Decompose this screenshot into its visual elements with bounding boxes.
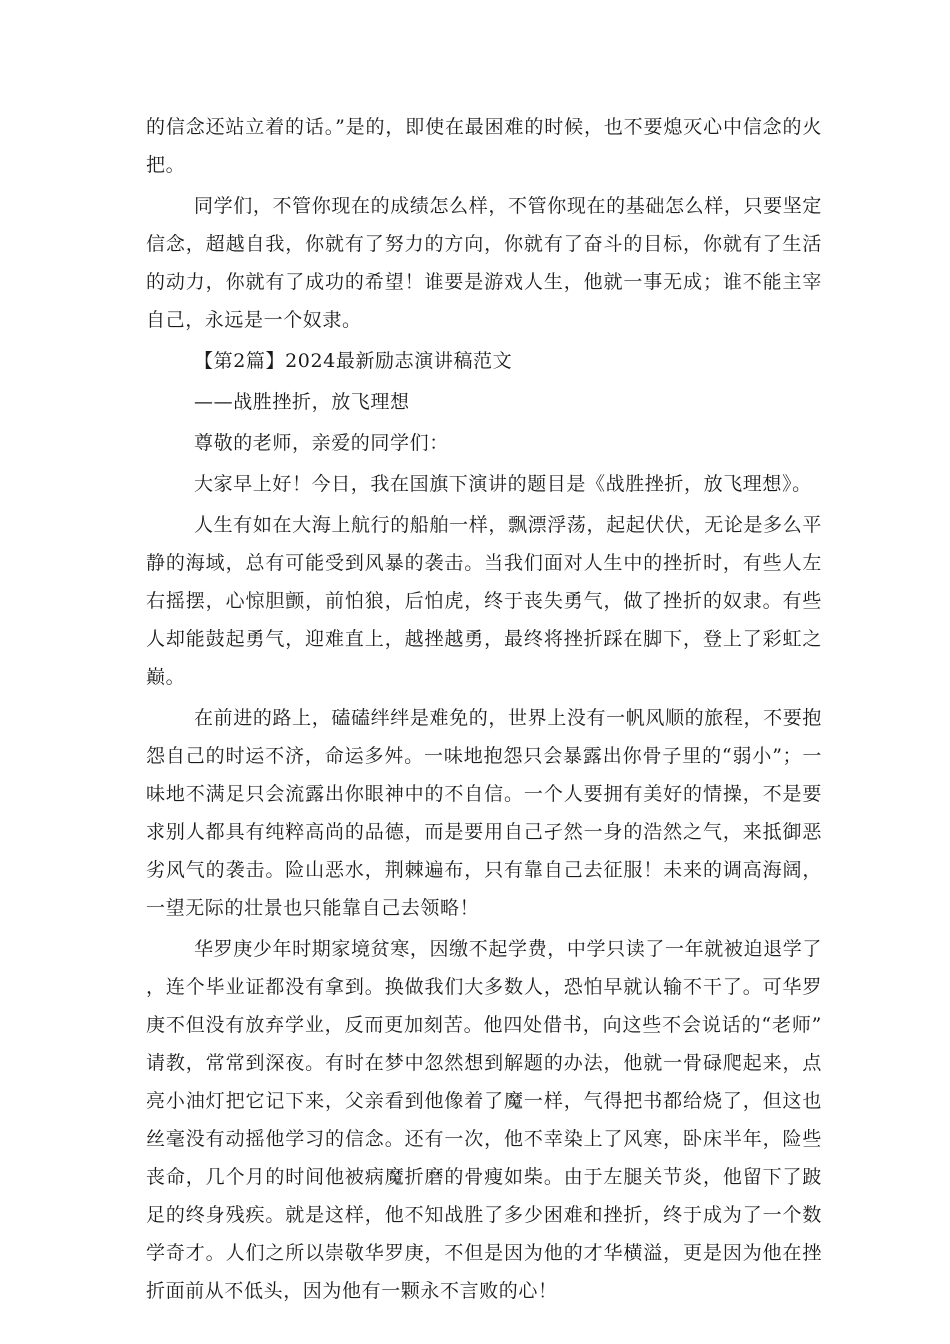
paragraph-continued-belief: 的信念还站立着的话。”是的，即使在最困难的时候，也不要熄灭心中信念的火把。 [146,116,822,176]
salutation: 尊敬的老师，亲爱的同学们： [194,432,449,454]
paragraph-hua-luogeng: 华罗庚少年时期家境贫寒，因缴不起学费，中学只读了一年就被迫退学了，连个毕业证都没有拿到。换做我们大多数人，恐怕早就认输不干了。可华罗庚不但没有放弃学业，反而更加刻苦。他四处借书，向这些不会说话的“老师”请教，常常到深夜。有时在梦中忽然想到解题的办法，他就一骨碌爬起来，点亮小油灯把它记下来，父亲看到他像着了魔一样，气得把书都给烧了，但这也丝毫没有动摇他学习的信念。还有一次，他不幸染上了风寒，卧床半年，险些丧命，几个月的时间他被病魔折磨的骨瘦如柴。由于左腿关节炎，他留下了跛足的终身残疾。就是这样，他不知战胜了多少困难和挫折，终于成为了一个数学奇才。人们之所以崇敬华罗庚，不但是因为他的才华横溢，更是因为他在挫折面前从不低头，因为他有一颗永不言败的心！ [146,938,822,1302]
paragraph-road-ahead: 在前进的路上，磕磕绊绊是难免的，世界上没有一帆风顺的旅程，不要抱怨自己的时运不济，命运多舛。一味地抱怨只会暴露出你骨子里的“弱小”；一味地不满足只会流露出你眼神中的不自信。一个人要拥有美好的情操，不是要求别人都具有纯粹高尚的品德，而是要用自己孑然一身的浩然之气，来抵御恶劣风气的袭击。险山恶水，荆棘遍布，只有靠自己去征服！未来的调高海阔，一望无际的壮景也只能靠自己去领略！ [146,707,822,919]
article-heading: 【第2篇】2024最新励志演讲稿范文 [194,350,513,372]
paragraph-sea-voyage: 人生有如在大海上航行的船舶一样，飘漂浮荡，起起伏伏，无论是多么平静的海域，总有可能受到风暴的袭击。当我们面对人生中的挫折时，有些人左右摇摆，心惊胆颤，前怕狼，后怕虎，终于丧失勇气，做了挫折的奴隶。有些人却能鼓起勇气，迎难直上，越挫越勇，最终将挫折踩在脚下，登上了彩虹之巅。 [146,514,822,688]
document-body [146,108,822,1310]
paragraph-greeting: 大家早上好！今日，我在国旗下演讲的题目是《战胜挫折，放飞理想》。 [194,473,812,495]
paragraph-classmates: 同学们，不管你现在的成绩怎么样，不管你现在的基础怎么样，只要坚定信念，超越自我，你就有了努力的方向，你就有了奋斗的目标，你就有了生活的动力，你就有了成功的希望！谁要是游戏人生，他就一事无成；谁不能主宰自己，永远是一个奴隶。 [146,195,822,331]
article-subtitle: ——战胜挫折，放飞理想 [194,391,410,413]
